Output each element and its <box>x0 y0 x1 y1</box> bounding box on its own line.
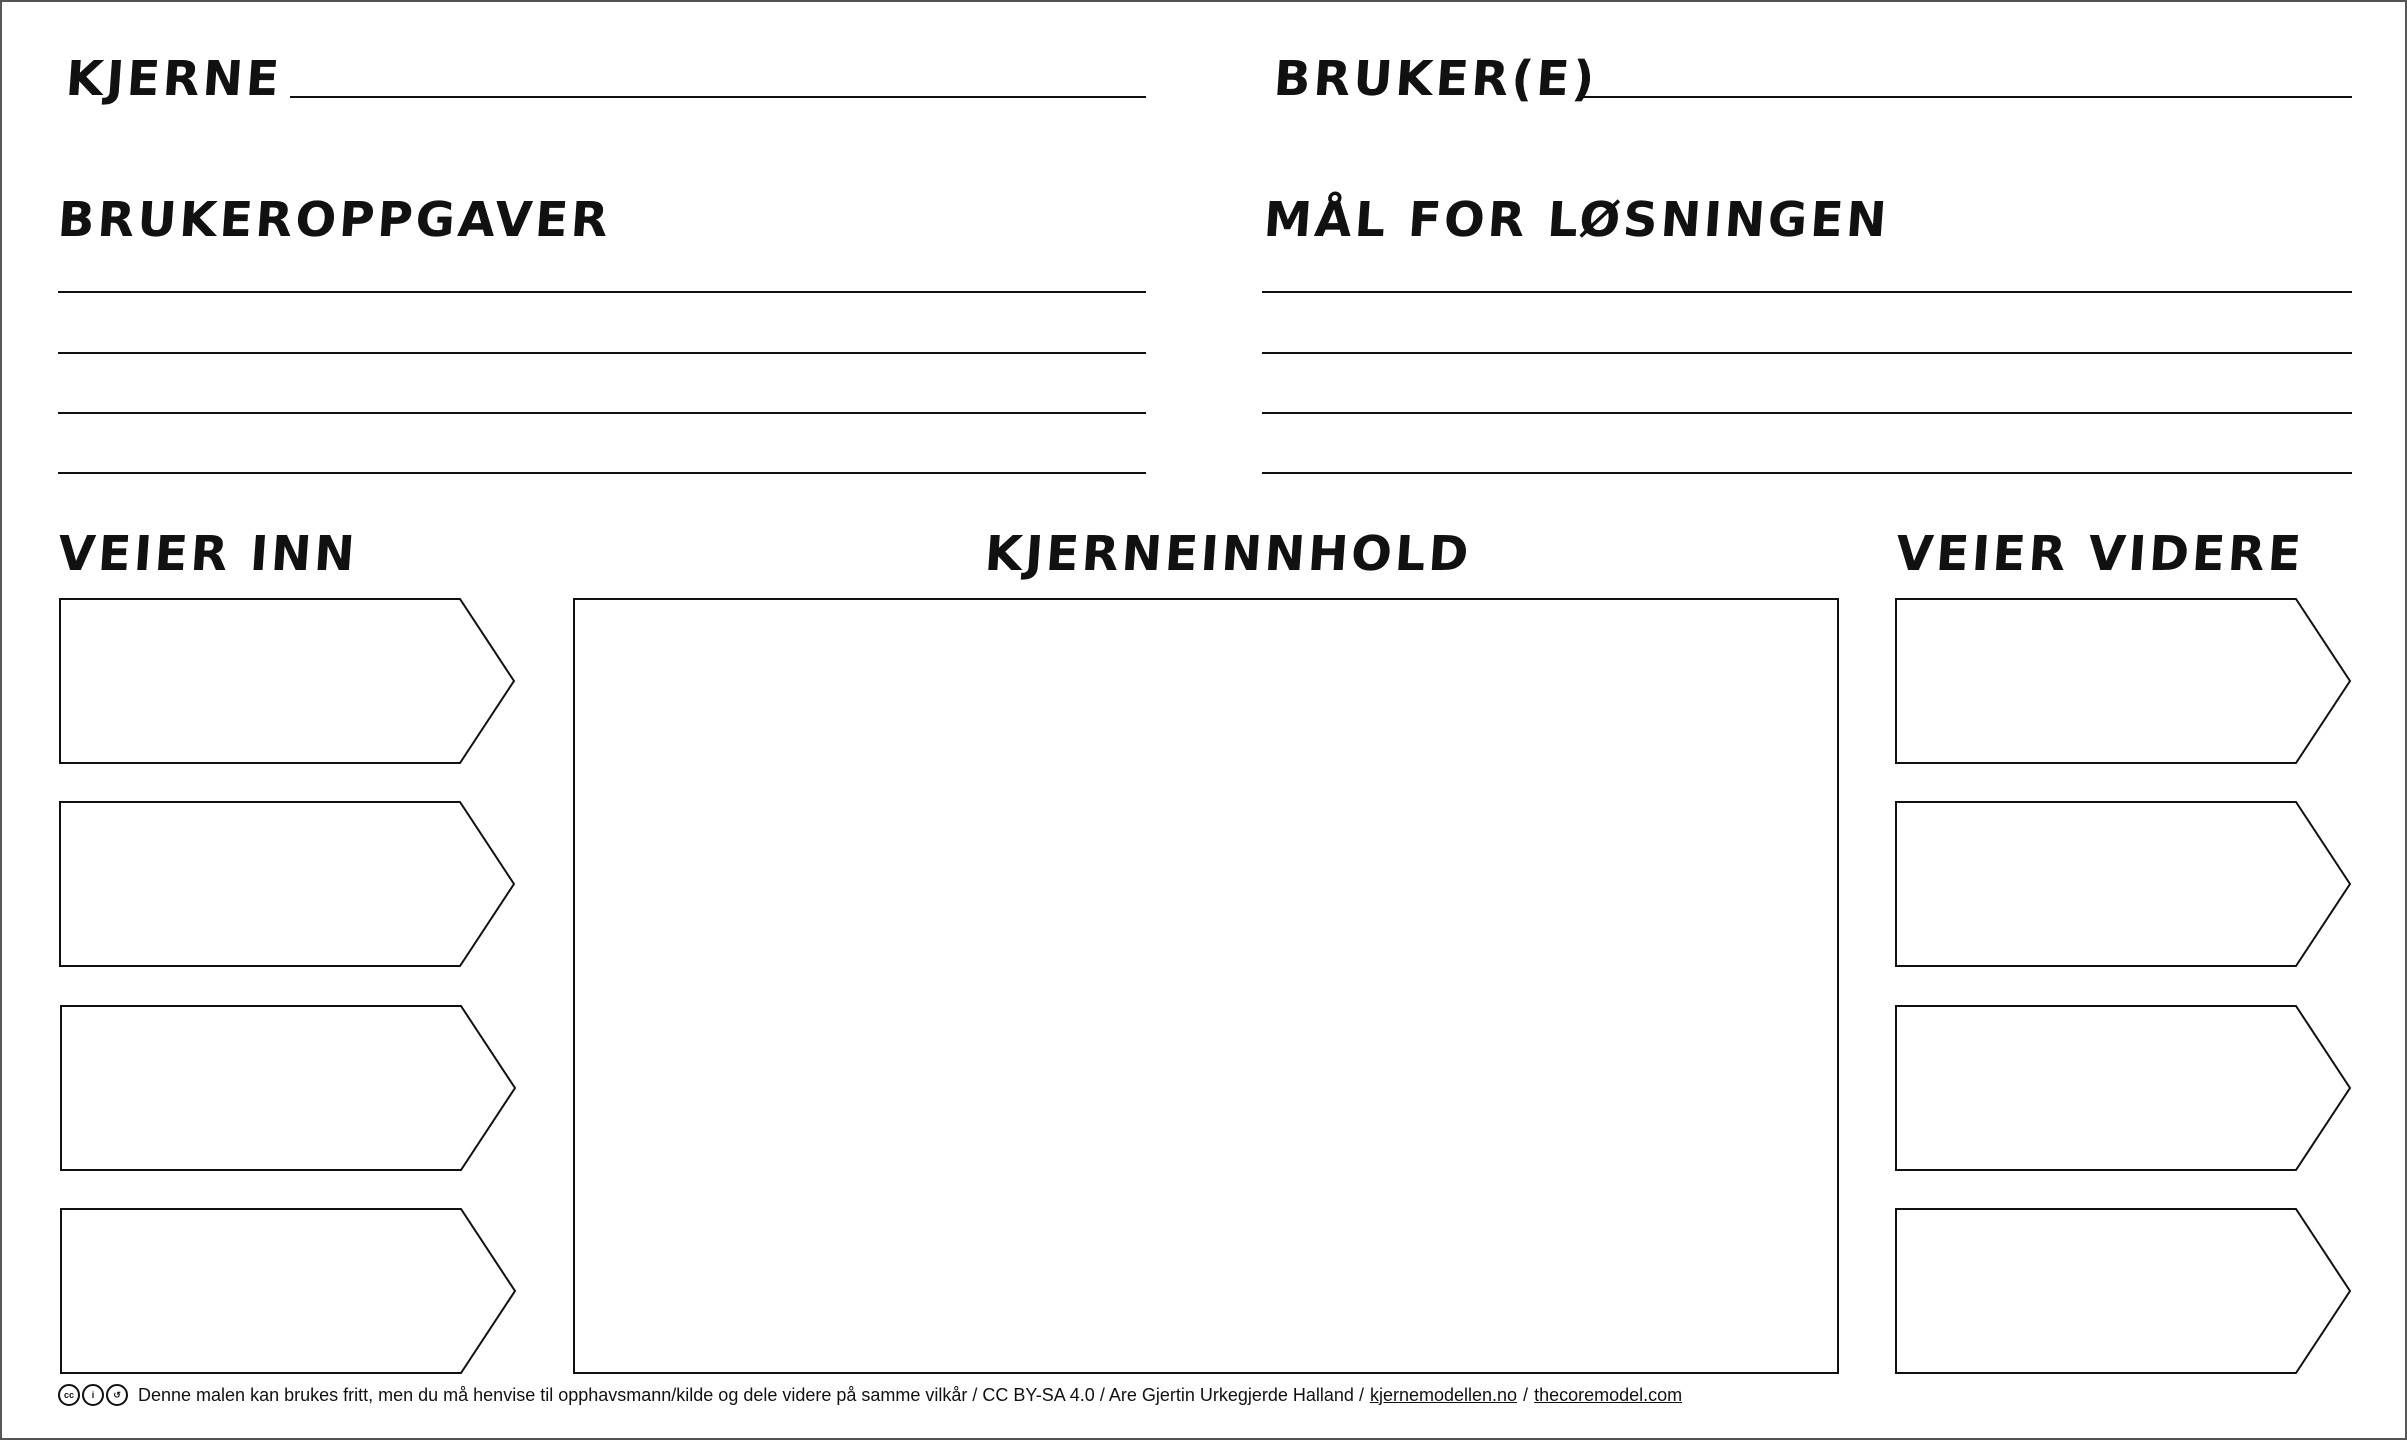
kjerne-line[interactable] <box>290 96 1146 98</box>
veier-inn-box-1[interactable] <box>58 597 518 765</box>
kjernemodellen-link[interactable]: kjernemodellen.no <box>1369 1384 1518 1405</box>
brukere-line[interactable] <box>1582 96 2352 98</box>
veier-videre-box-4[interactable] <box>1894 1207 2354 1375</box>
veier-videre-label: VEIER VIDERE <box>1894 526 2306 582</box>
maal-line-2[interactable] <box>1262 352 2352 354</box>
veier-inn-label: VEIER INN <box>56 526 360 582</box>
brukeroppgaver-line-3[interactable] <box>58 412 1146 414</box>
veier-inn-box-2[interactable] <box>58 800 518 968</box>
license-footer <box>58 1384 1682 1406</box>
maal-line-3[interactable] <box>1262 412 2352 414</box>
brukeroppgaver-line-1[interactable] <box>58 291 1146 293</box>
link-separator: / <box>1523 1384 1529 1405</box>
kjerne-label: KJERNE <box>64 51 284 107</box>
veier-videre-box-3[interactable] <box>1894 1004 2354 1172</box>
maal-label: MÅL FOR LØSNINGEN <box>1262 192 1892 248</box>
license-text: Denne malen kan brukes fritt, men du må henvise til opphavsmann/kilde og dele videre på samme vilkår / CC BY-SA 4.0 / Are Gjertin Urkegjerde Halland / <box>138 1384 1364 1405</box>
by-icon: i <box>82 1384 104 1406</box>
veier-videre-box-1[interactable] <box>1894 597 2354 765</box>
veier-inn-box-4[interactable] <box>59 1207 519 1375</box>
veier-videre-box-2[interactable] <box>1894 800 2354 968</box>
kjerneinnhold-box[interactable] <box>572 597 1840 1375</box>
brukeroppgaver-label: BRUKEROPPGAVER <box>56 192 613 248</box>
thecoremodel-link[interactable]: thecoremodel.com <box>1534 1384 1683 1405</box>
veier-inn-box-3[interactable] <box>59 1004 519 1172</box>
brukeroppgaver-line-2[interactable] <box>58 352 1146 354</box>
maal-line-1[interactable] <box>1262 291 2352 293</box>
maal-line-4[interactable] <box>1262 472 2352 474</box>
sa-icon: ↺ <box>106 1384 128 1406</box>
brukeroppgaver-line-4[interactable] <box>58 472 1146 474</box>
kjerneinnhold-label: KJERNEINNHOLD <box>983 526 1474 582</box>
cc-icon: cc <box>58 1384 80 1406</box>
brukere-label: BRUKER(E) <box>1272 51 1600 107</box>
